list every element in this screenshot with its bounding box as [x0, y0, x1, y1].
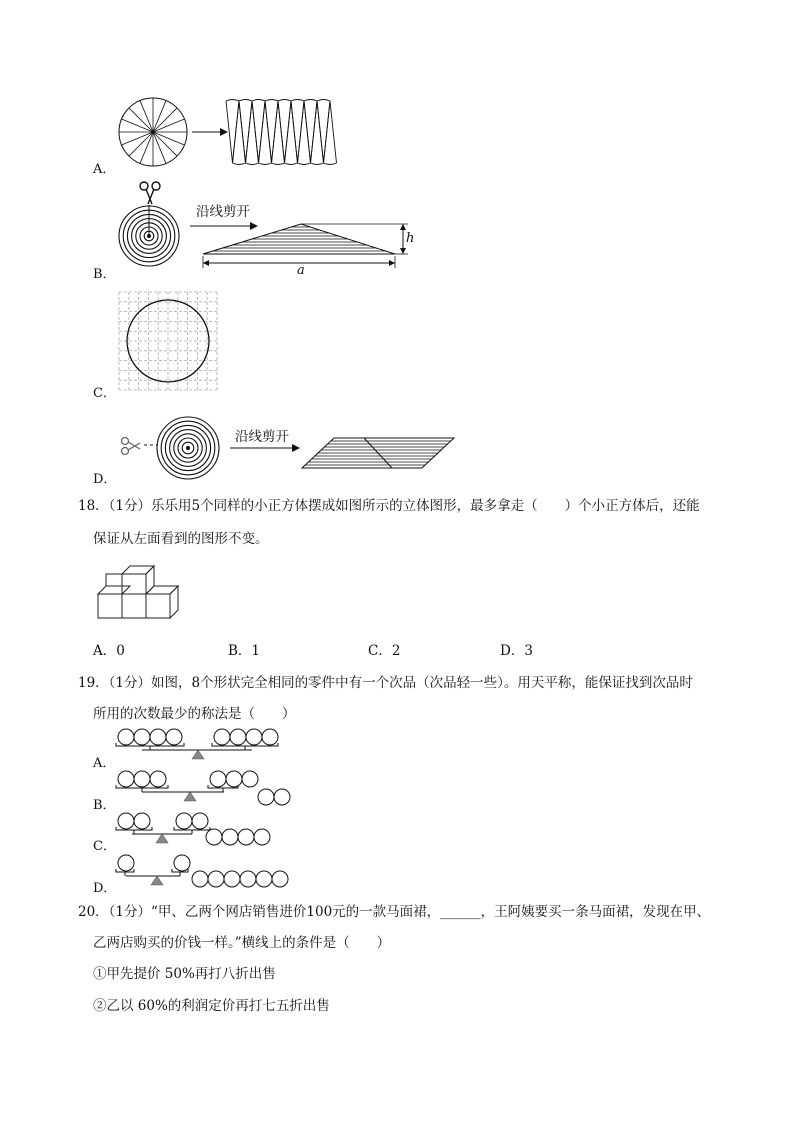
circle-sectors-figure	[118, 97, 358, 167]
q20-item2: ②乙以 60%的利润定价再打七五折出售	[93, 998, 330, 1014]
concentric-circles-d	[156, 416, 220, 480]
scissors-icon	[120, 436, 142, 456]
option-d-label: D．	[93, 472, 117, 487]
triangle-figure	[203, 222, 418, 272]
h-label: h	[406, 231, 415, 246]
balance-a	[116, 728, 281, 764]
cubes-figure	[98, 566, 180, 622]
q19-option-a: A．	[93, 756, 116, 771]
q18-choice-d: D．3	[500, 643, 533, 659]
a-label: a	[297, 263, 305, 278]
q20-item1: ①甲先提价 50%再打八折出售	[93, 966, 276, 982]
q18-text-line1: 18．（1分）乐乐用5个同样的小正方体摆成如图所示的立体图形，最多拿走（ ）个小正方体后，还能	[78, 498, 700, 514]
q20-text-line2: 乙两店购买的价钱一样。”横线上的条件是（ ）	[93, 935, 391, 951]
q19-option-d: D．	[93, 881, 117, 896]
balance-b	[116, 770, 296, 806]
cut-label-d: 沿线剪开	[235, 429, 289, 445]
q18-text-line2: 保证从左面看到的图形不变。	[93, 531, 269, 547]
q18-choice-a: A．0	[93, 643, 125, 659]
option-b-label: B．	[93, 267, 116, 282]
option-a-label: A．	[93, 162, 116, 177]
parallelogram-figure	[302, 436, 462, 472]
q19-text-line2: 所用的次数最少的称法是（ ）	[93, 706, 296, 722]
q19-option-c: C．	[93, 839, 116, 854]
balance-c	[116, 812, 276, 848]
q18-choice-c: C．2	[368, 643, 401, 659]
cut-label-b: 沿线剪开	[196, 204, 250, 220]
q19-option-b: B．	[93, 798, 116, 813]
balance-d	[116, 854, 291, 890]
concentric-circles-b	[118, 205, 182, 269]
option-c-label: C．	[93, 386, 116, 401]
q18-choice-b: B．1	[228, 643, 261, 659]
q19-text-line1: 19．（1分）如图，8个形状完全相同的零件中有一个次品（次品轻一些）。用天平称，能保证找到次品时	[78, 675, 693, 691]
grid-circle-figure	[119, 292, 219, 392]
q20-text-line1: 20．（1分）“甲、乙两个网店销售进价100元的一款马面裙，______，王阿姨要买一条马面裙，发现在甲、	[78, 904, 711, 920]
